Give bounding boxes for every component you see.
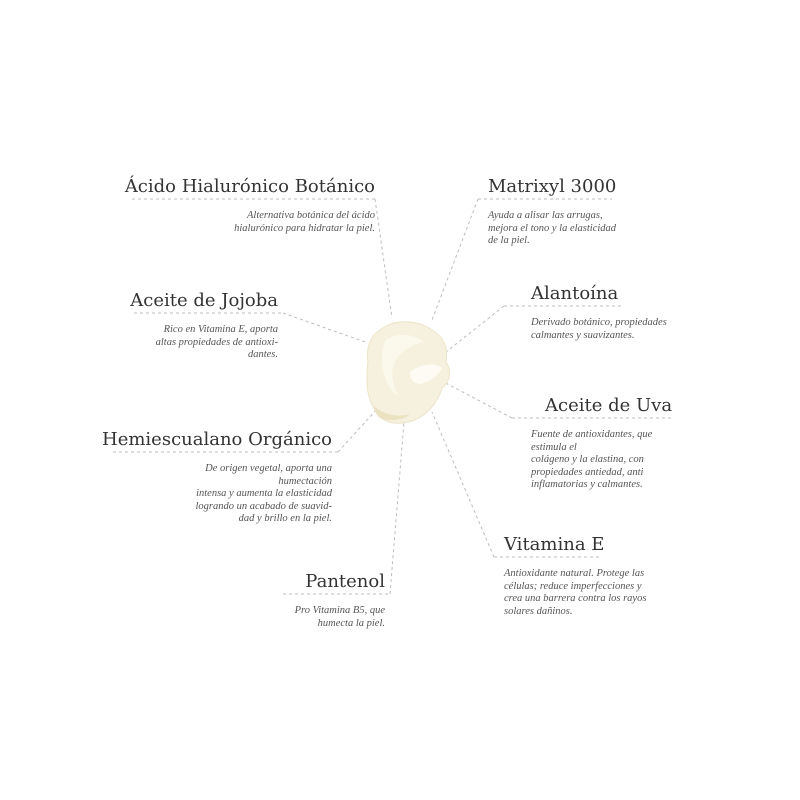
description-line: altas propiedades de antioxi- [155, 336, 278, 348]
connector-line [338, 408, 378, 452]
ingredient-vitamina-e [504, 534, 646, 618]
ingredient-title: Aceite de Jojoba [130, 290, 278, 311]
description-line: Rico en Vitamina E, aporta [163, 324, 278, 335]
connector-line [432, 199, 478, 320]
connector-line [375, 199, 392, 318]
description-line: dantes. [247, 349, 278, 360]
description-line: crea una barrera contra los rayos [504, 593, 647, 604]
ingredient-description [125, 210, 375, 235]
description-line: Ayuda a alisar las arrugas, [488, 210, 603, 221]
description-line: Pro Vitamina B5, que [294, 605, 385, 616]
ingredient-description [295, 605, 385, 630]
description-line: colágeno y la elastina, con [531, 454, 644, 465]
ingredient-description [130, 324, 278, 362]
ingredient-acido-hialuronico [125, 176, 375, 235]
ingredient-description [531, 429, 672, 492]
connector-line [283, 313, 368, 343]
description-line: calmantes y suavizantes. [531, 329, 635, 341]
ingredient-title: Vitamina E [504, 534, 605, 555]
description-line: Antioxidante natural. Protege las [504, 568, 645, 579]
connector-line [446, 306, 504, 352]
connector-line [390, 422, 404, 594]
ingredient-description [504, 568, 646, 618]
ingredient-description [488, 210, 616, 248]
ingredient-alantoina [531, 283, 667, 342]
description-line: inflamatorias y calmantes. [531, 479, 643, 490]
cream-swatch-icon [367, 322, 450, 424]
ingredient-title: Aceite de Uva [545, 395, 673, 416]
ingredient-title: Hemiescualano Orgánico [102, 429, 332, 450]
ingredient-pantenol [295, 571, 385, 630]
connector-line [432, 412, 494, 557]
ingredient-hemiescualano [102, 429, 332, 526]
description-line: De origen vegetal, aporta una [205, 463, 332, 474]
description-line: Derivado botánico, propiedades [531, 317, 667, 328]
description-line: Alternativa botánica del ácido [246, 210, 375, 221]
description-line: hialurónico para hidratar la piel. [234, 222, 375, 234]
description-line: dad y brillo en la piel. [238, 513, 332, 524]
ingredient-description [531, 317, 667, 342]
connector-line [440, 380, 512, 418]
description-line: Fuente de antioxidantes, que [531, 429, 653, 440]
description-line: de la piel. [488, 235, 530, 246]
ingredient-title: Pantenol [305, 571, 385, 592]
ingredient-title: Alantoína [531, 283, 619, 304]
description-line: logrando un acabado de suavid- [195, 500, 332, 512]
description-line: solares dañinos. [504, 605, 573, 617]
ingredient-aceite-jojoba [130, 290, 278, 362]
description-line: mejora el tono y la elasticidad [488, 222, 617, 234]
description-line: propiedades antiedad, anti [531, 466, 644, 478]
ingredient-description [102, 463, 332, 526]
description-line: intensa y aumenta la elasticidad [196, 488, 332, 499]
description-line: humectación [278, 475, 332, 487]
description-line: humecta la piel. [317, 617, 385, 629]
description-line: estimula el [531, 441, 577, 453]
ingredient-matrixyl [488, 176, 616, 248]
ingredient-title: Ácido Hialurónico Botánico [124, 176, 375, 197]
description-line: células; reduce imperfecciones y [504, 580, 642, 592]
ingredient-title: Matrixyl 3000 [488, 176, 617, 197]
ingredient-aceite-uva [531, 395, 672, 492]
